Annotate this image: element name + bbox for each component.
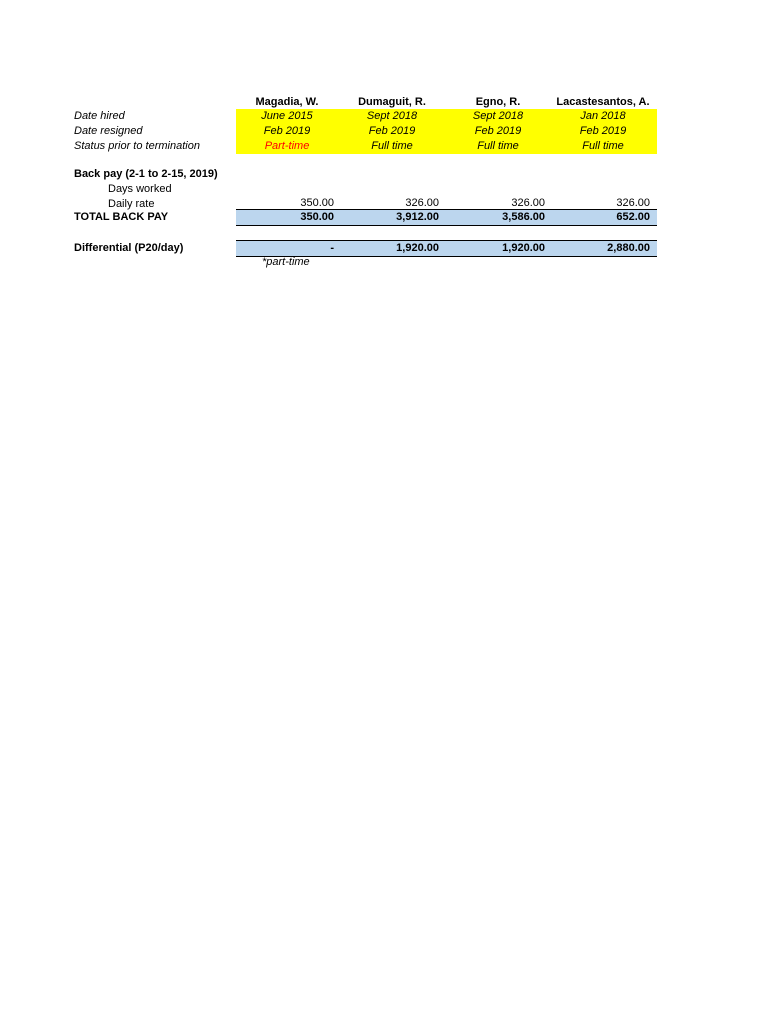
row-label-date-hired: Date hired: [74, 110, 125, 122]
employee-name-header: Lacastesantos, A.: [556, 96, 650, 108]
row-label-days-worked: Days worked: [108, 183, 172, 195]
row-label-date-resigned: Date resigned: [74, 125, 143, 137]
row-label-total-back-pay: TOTAL BACK PAY: [74, 211, 169, 223]
daily-rate-cell: 350.00: [300, 197, 334, 209]
differential-cell: 1,920.00: [396, 242, 439, 254]
section-title-back-pay: Back pay (2-1 to 2-15, 2019): [74, 168, 218, 180]
row-label-daily-rate: Daily rate: [108, 198, 155, 210]
differential-cell: -: [330, 242, 334, 254]
status-cell: Full time: [582, 140, 624, 152]
date-resigned-cell: Feb 2019: [368, 125, 416, 137]
status-cell: Full time: [371, 140, 413, 152]
employee-name-header: Dumaguit, R.: [358, 96, 426, 108]
date-resigned-cell: Feb 2019: [263, 125, 311, 137]
date-hired-cell: Jan 2018: [580, 110, 626, 122]
status-cell: Full time: [477, 140, 519, 152]
daily-rate-cell: 326.00: [616, 197, 650, 209]
date-hired-cell: Sept 2018: [472, 110, 524, 122]
row-label-differential: Differential (P20/day): [74, 242, 184, 254]
employee-name-header: Egno, R.: [475, 96, 521, 108]
differential-cell: 2,880.00: [607, 242, 650, 254]
footnote: *part-time: [262, 256, 310, 268]
daily-rate-cell: 326.00: [405, 197, 439, 209]
daily-rate-cell: 326.00: [511, 197, 545, 209]
employee-name-header: Magadia, W.: [255, 96, 319, 108]
total-back-pay-cell: 3,586.00: [502, 211, 545, 223]
total-back-pay-cell: 652.00: [616, 211, 650, 223]
row-label-status: Status prior to termination: [74, 140, 200, 152]
date-hired-cell: June 2015: [261, 110, 313, 122]
date-hired-cell: Sept 2018: [366, 110, 418, 122]
status-cell: Part-time: [264, 140, 310, 152]
date-resigned-cell: Feb 2019: [474, 125, 522, 137]
date-resigned-cell: Feb 2019: [579, 125, 627, 137]
total-back-pay-cell: 350.00: [300, 211, 334, 223]
total-back-pay-cell: 3,912.00: [396, 211, 439, 223]
differential-cell: 1,920.00: [502, 242, 545, 254]
